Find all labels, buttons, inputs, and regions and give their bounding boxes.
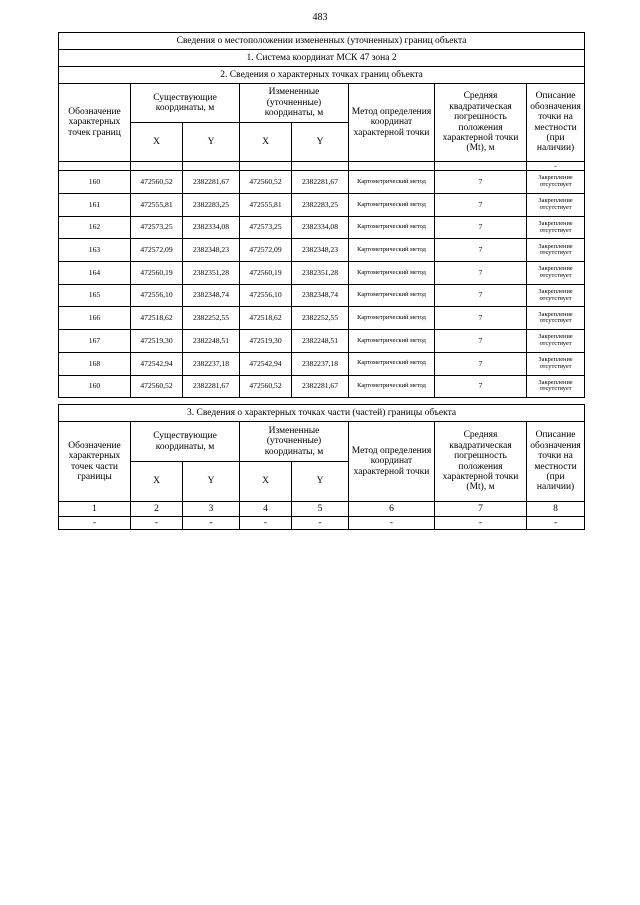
changed-y-cell: 2382281,67 [292,171,349,194]
blank-cell [240,162,292,171]
point-id-cell: 161 [59,194,131,217]
changed-y-cell: 2382283,25 [292,194,349,217]
section-1-heading: 1. Система координат МСК 47 зона 2 [59,50,585,67]
col-header-existing-y: Y [183,123,240,162]
point-id-cell: 164 [59,262,131,285]
changed-y-cell: 2382351,28 [292,262,349,285]
blank-cell [59,162,131,171]
existing-x-cell: 472572,09 [131,239,183,262]
changed-y-cell: 2382348,23 [292,239,349,262]
method-cell: Картометрический метод [349,330,435,353]
col-header-existing-coords: Существующие координаты, м [131,84,240,123]
changed-y-cell: 2382252,55 [292,307,349,330]
existing-x-cell: 472560,52 [131,375,183,398]
changed-x-cell: 472573,25 [240,216,292,239]
point-row [59,284,585,307]
description-cell: Закрепление отсутствует [527,307,585,330]
dash-cell: - [527,517,585,530]
dash-cell: - [131,517,183,530]
dash-cell: - [292,517,349,530]
col-header-changed-coords: Измененные (уточненные) координаты, м [240,84,349,123]
part-boundary-points-table [58,404,585,530]
blank-cell: - [527,162,585,171]
dash-cell: - [59,517,131,530]
col-header-changed-x: X [240,462,292,502]
existing-y-cell: 2382351,28 [183,262,240,285]
existing-x-cell: 472560,19 [131,262,183,285]
page-number: 483 [312,12,328,23]
dash-cell: - [435,517,527,530]
changed-x-cell: 472555,81 [240,194,292,217]
existing-x-cell: 472560,52 [131,171,183,194]
existing-y-cell: 2382348,74 [183,284,240,307]
col-header-existing-x: X [131,462,183,502]
blank-cell [183,162,240,171]
changed-x-cell: 472556,10 [240,284,292,307]
boundary-points-table [58,32,585,398]
error-cell: 7 [435,239,527,262]
dash-cell: - [349,517,435,530]
method-cell: Картометрический метод [349,352,435,375]
blank-cell [131,162,183,171]
error-cell: 7 [435,216,527,239]
blank-cell [349,162,435,171]
changed-y-cell: 2382237,18 [292,352,349,375]
changed-y-cell: 2382248,51 [292,330,349,353]
changed-x-cell: 472572,09 [240,239,292,262]
existing-y-cell: 2382283,25 [183,194,240,217]
method-cell: Картометрический метод [349,239,435,262]
blank-cell [435,162,527,171]
point-row [59,216,585,239]
point-row [59,375,585,398]
point-row [59,194,585,217]
point-id-cell: 165 [59,284,131,307]
column-number: 8 [527,502,585,517]
point-row [59,330,585,353]
col-header-changed-coords: Измененные (уточненные) координаты, м [240,422,349,462]
column-number: 3 [183,502,240,517]
changed-x-cell: 472560,52 [240,171,292,194]
col-header-error: Средняя квадратическая погрешность положения характерной точки (Mt), м [435,422,527,502]
error-cell: 7 [435,352,527,375]
error-cell: 7 [435,171,527,194]
col-header-designation: Обозначение характерных точек части границы [59,422,131,502]
changed-y-cell: 2382281,67 [292,375,349,398]
column-number: 4 [240,502,292,517]
point-row [59,307,585,330]
method-cell: Картометрический метод [349,262,435,285]
column-number-row [59,502,585,517]
description-cell: Закрепление отсутствует [527,352,585,375]
point-id-cell: 160 [59,171,131,194]
existing-x-cell: 472556,10 [131,284,183,307]
existing-x-cell: 472542,94 [131,352,183,375]
column-number: 5 [292,502,349,517]
col-header-error: Средняя квадратическая погрешность положения характерной точки (Mt), м [435,84,527,162]
existing-x-cell: 472519,30 [131,330,183,353]
method-cell: Картометрический метод [349,171,435,194]
section-2-heading: 2. Сведения о характерных точках границ объекта [59,67,585,84]
error-cell: 7 [435,284,527,307]
point-id-cell: 160 [59,375,131,398]
error-cell: 7 [435,262,527,285]
changed-y-cell: 2382334,08 [292,216,349,239]
existing-y-cell: 2382281,67 [183,375,240,398]
table-title: Сведения о местоположении измененных (уточненных) границ объекта [59,33,585,50]
method-cell: Картометрический метод [349,307,435,330]
column-number: 2 [131,502,183,517]
col-header-description: Описание обозначения точки на местности (при наличии) [527,84,585,162]
existing-y-cell: 2382348,23 [183,239,240,262]
col-header-existing-x: X [131,123,183,162]
changed-x-cell: 472560,19 [240,262,292,285]
existing-y-cell: 2382252,55 [183,307,240,330]
existing-x-cell: 472518,62 [131,307,183,330]
method-cell: Картометрический метод [349,216,435,239]
col-header-changed-y: Y [292,123,349,162]
description-cell: Закрепление отсутствует [527,330,585,353]
error-cell: 7 [435,194,527,217]
changed-x-cell: 472542,94 [240,352,292,375]
description-cell: Закрепление отсутствует [527,262,585,285]
col-header-changed-y: Y [292,462,349,502]
existing-y-cell: 2382248,51 [183,330,240,353]
changed-x-cell: 472519,30 [240,330,292,353]
description-cell: Закрепление отсутствует [527,171,585,194]
col-header-existing-coords: Существующие координаты, м [131,422,240,462]
empty-data-row [59,517,585,530]
col-header-designation: Обозначение характерных точек границ [59,84,131,162]
error-cell: 7 [435,375,527,398]
changed-y-cell: 2382348,74 [292,284,349,307]
col-header-existing-y: Y [183,462,240,502]
blank-row [59,162,585,171]
method-cell: Картометрический метод [349,194,435,217]
error-cell: 7 [435,307,527,330]
existing-y-cell: 2382237,18 [183,352,240,375]
point-id-cell: 166 [59,307,131,330]
description-cell: Закрепление отсутствует [527,239,585,262]
existing-x-cell: 472555,81 [131,194,183,217]
col-header-description: Описание обозначения точки на местности (при наличии) [527,422,585,502]
point-id-cell: 162 [59,216,131,239]
description-cell: Закрепление отсутствует [527,284,585,307]
col-header-changed-x: X [240,123,292,162]
col-header-method: Метод определения координат характерной точки [349,84,435,162]
error-cell: 7 [435,330,527,353]
point-row [59,239,585,262]
description-cell: Закрепление отсутствует [527,216,585,239]
method-cell: Картометрический метод [349,375,435,398]
existing-y-cell: 2382281,67 [183,171,240,194]
column-number: 1 [59,502,131,517]
col-header-method: Метод определения координат характерной точки [349,422,435,502]
point-row [59,352,585,375]
changed-x-cell: 472560,52 [240,375,292,398]
column-number: 7 [435,502,527,517]
point-id-cell: 167 [59,330,131,353]
existing-y-cell: 2382334,08 [183,216,240,239]
point-row [59,262,585,285]
dash-cell: - [240,517,292,530]
point-id-cell: 163 [59,239,131,262]
method-cell: Картометрический метод [349,284,435,307]
column-number: 6 [349,502,435,517]
section-3-heading: 3. Сведения о характерных точках части (частей) границы объекта [59,405,585,422]
point-id-cell: 168 [59,352,131,375]
point-row [59,171,585,194]
description-cell: Закрепление отсутствует [527,194,585,217]
dash-cell: - [183,517,240,530]
description-cell: Закрепление отсутствует [527,375,585,398]
changed-x-cell: 472518,62 [240,307,292,330]
existing-x-cell: 472573,25 [131,216,183,239]
blank-cell [292,162,349,171]
